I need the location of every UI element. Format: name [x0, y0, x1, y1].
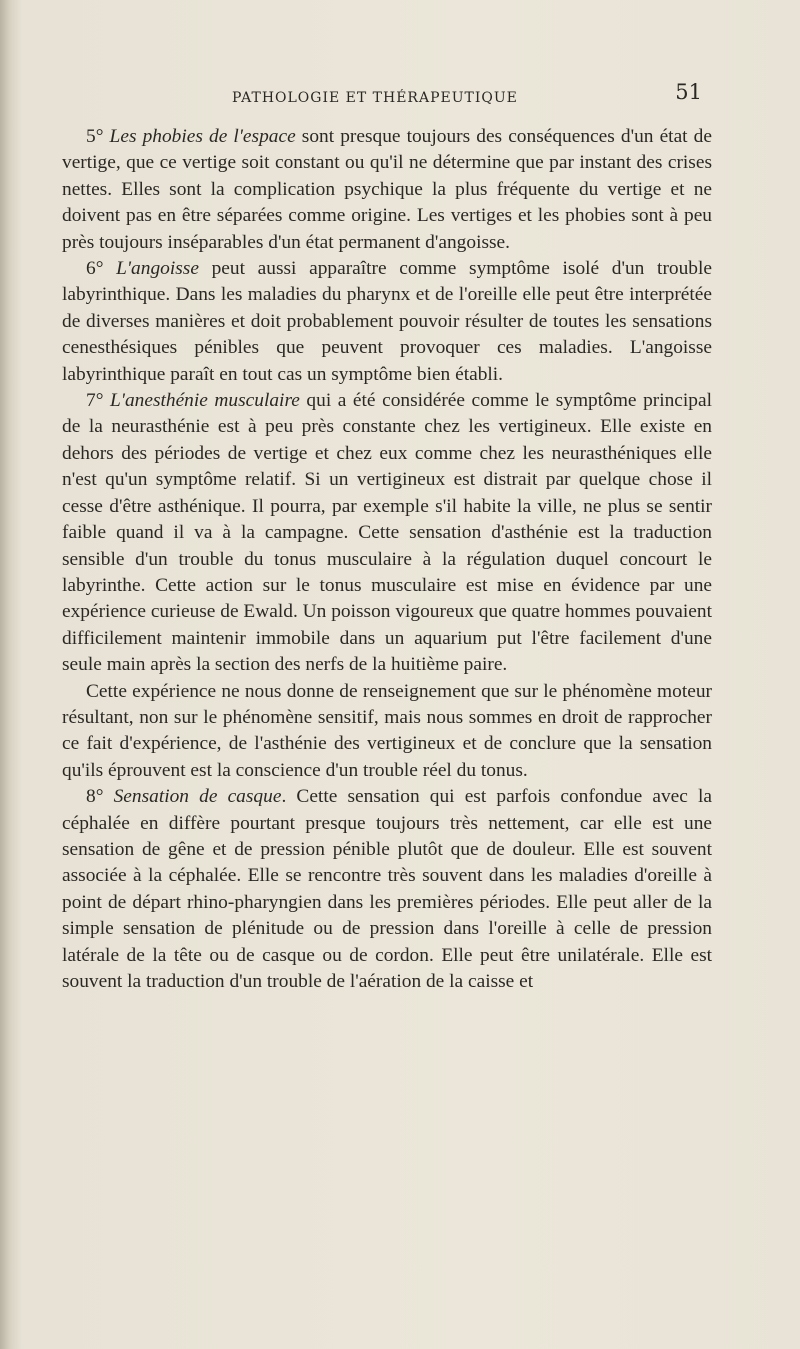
section-title: Sensation de casque	[113, 786, 282, 808]
paragraph-5	[62, 124, 712, 256]
paragraph-text: Cette expérience ne nous donne de renseignement que sur le phénomène moteur résultant, non sur le phénomène sensitif, mais nous sommes en droit de rapprocher ce fait d'expérience, de l'asthénie des vertigineux et de conclure que la sensation qu'ils éprouvent est la conscience d'un trouble réel du tonus.	[62, 680, 712, 781]
section-title: Les phobies de l'espace	[109, 126, 296, 147]
paragraph-text: qui a été considérée comme le symptôme principal de la neurasthénie est à peu près constante chez les vertigineux. Elle existe en dehors des périodes de vertige et chez eux comme chez les neurasthéniques elle n'est qu'un symptôme relatif. Si un vertigineux est distrait par quelque chose il cesse d'être asthénique. Il pourra, par exemple s'il habite la ville, ne plus se sentir faible quand il va à la campagne. Cette sensation d'asthénie est la traduction sensible d'un trouble du tonus musculaire à la régulation duquel concourt le labyrinthe. Cette action sur le tonus musculaire est mise en évidence par une expérience curieuse de Ewald. Un poisson vigoureux que quatre hommes pouvaient difficilement maintenir immobile dans un aquarium put l'être facilement d'une seule main après la section des nerfs de la huitième paire.	[62, 390, 712, 676]
paragraph-text: peut aussi apparaître comme symptôme isolé d'un trouble labyrinthique. Dans les maladies du pharynx et de l'oreille elle peut être interprétée de diverses manières et doit probablement pouvoir résulter de toutes les sensations cenesthésiques pénibles que peuvent provoquer ces maladies. L'angoisse labyrinthique paraît en tout cas un symptôme bien établi.	[62, 258, 712, 385]
section-number: 7°	[86, 390, 111, 412]
section-title: L'angoisse	[116, 258, 199, 280]
section-number: 6°	[86, 258, 117, 280]
paragraph-text: sont presque toujours des conséquences d'un état de vertige, que ce vertige soit constant ou qu'il ne détermine que par instant des crises nettes. Elles sont la complication psychique la plus fréquente du vertige et ne doivent pas en être séparées comme origine. Les vertiges et les phobies sont à peu près toujours inséparables d'un état permanent d'angoisse.	[62, 126, 712, 253]
paragraph-text: . Cette sensation qui est parfois confondue avec la céphalée en diffère pourtant presque toujours très nettement, car elle est une sensation de gêne et de pression pénible plutôt que de douleur. Elle est souvent associée à la céphalée. Elle se rencontre très souvent dans les maladies d'oreille à point de départ rhino-pharyngien dans les premières périodes. Elle peut aller de la simple sensation de plénitude ou de pression dans l'oreille à celle de pression latérale de la tête ou de casque ou de cordon. Elle peut être unilatérale. Elle est souvent la traduction d'un trouble de l'aération de la caisse et	[62, 786, 712, 992]
running-head: PATHOLOGIE ET THÉRAPEUTIQUE	[232, 90, 518, 106]
paragraph-7-continued	[62, 679, 712, 785]
section-title: L'anesthénie musculaire	[110, 390, 300, 412]
body-text	[62, 124, 712, 995]
paragraph-7	[62, 388, 712, 678]
page-header	[232, 80, 702, 110]
section-number: 8°	[86, 786, 114, 808]
paragraph-8	[62, 784, 712, 995]
paragraph-6	[62, 256, 712, 388]
section-number: 5°	[86, 126, 110, 147]
page-number: 51	[675, 80, 702, 104]
